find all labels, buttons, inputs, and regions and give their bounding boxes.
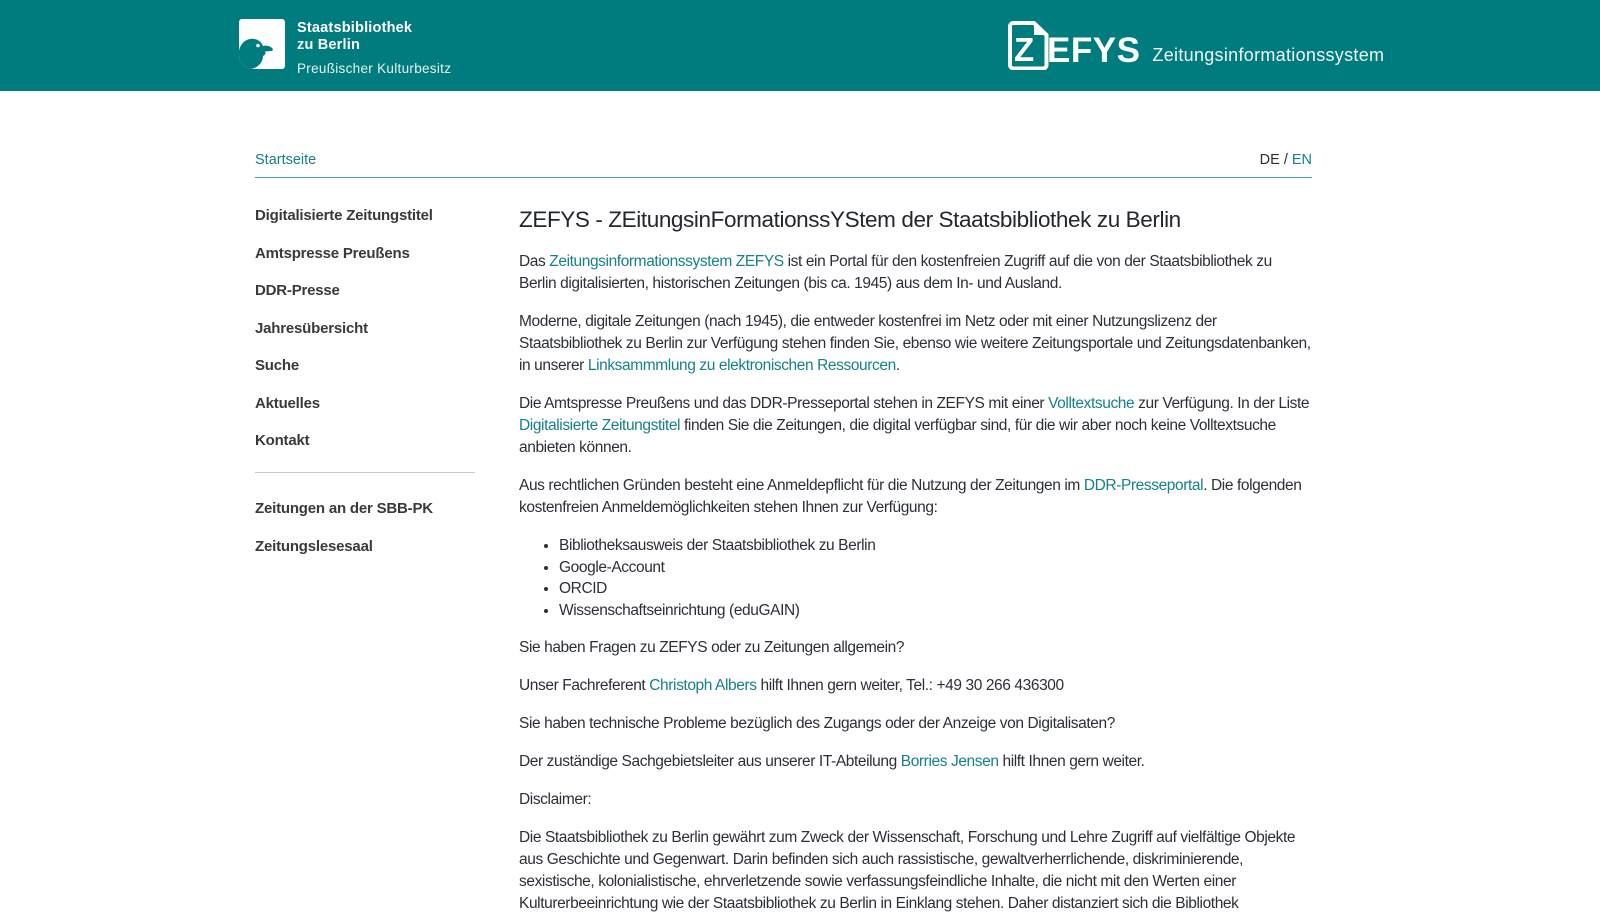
zefys-logo[interactable]	[1008, 21, 1384, 70]
content-columns	[255, 178, 1312, 915]
paragraph	[519, 675, 1312, 697]
sidebar-item-jahres-bersicht[interactable]: Jahresübersicht	[255, 319, 368, 337]
paragraph	[519, 827, 1312, 915]
text-link-ddr-presseportal[interactable]: DDR-Presseportal	[1083, 477, 1204, 494]
text-segment: Sie haben technische Probleme bezüglich des Zugangs oder der Anzeige von Digitalisaten?	[519, 715, 1115, 732]
text-link-linksammmlung-zu-elektronischen-ressourcen[interactable]: Linksammmlung zu elektronischen Ressourcen	[587, 357, 896, 374]
text-link-christoph-albers[interactable]: Christoph Albers	[649, 677, 757, 694]
sidebar-primary-list	[255, 207, 475, 449]
paragraph	[519, 311, 1312, 377]
text-link-volltextsuche[interactable]: Volltextsuche	[1048, 395, 1135, 412]
sbb-logo-text	[297, 19, 451, 77]
language-switcher	[1260, 152, 1312, 168]
sidebar-item-suche[interactable]: Suche	[255, 357, 300, 374]
list-item: • ORCID	[559, 578, 1312, 600]
main-content	[519, 178, 1312, 915]
text-segment: Sie haben Fragen zu ZEFYS oder zu Zeitungen allgemein?	[519, 639, 905, 656]
sbb-name-line1: Staatsbibliothek	[297, 20, 413, 36]
page-title: ZEFYS - ZEitungsinFormationssYStem der Staatsbibliothek zu Berlin	[519, 207, 1181, 232]
list-item: • Bibliotheksausweis der Staatsbibliothek zu Berlin	[559, 535, 1312, 557]
text-segment: Der zuständige Sachgebietsleiter aus unserer IT-Abteilung	[519, 753, 901, 770]
sidebar-item-ddr-presse[interactable]: DDR-Presse	[255, 282, 340, 299]
text-link-borries-jensen[interactable]: Borries Jensen	[900, 753, 999, 770]
paragraph	[519, 475, 1312, 519]
text-segment: Aus rechtlichen Gründen besteht eine Anmeldepflicht für die Nutzung der Zeitungen im	[519, 477, 1084, 494]
text-segment: Die Amtspresse Preußens und das DDR-Presseportal stehen in ZEFYS mit einer	[519, 395, 1049, 412]
breadcrumb-home-link[interactable]: Startseite	[255, 152, 317, 168]
breadcrumb	[255, 91, 1312, 178]
login-options-list	[519, 535, 1312, 621]
text-link-zeitungsinformationssystem-zefys[interactable]: Zeitungsinformationssystem ZEFYS	[549, 253, 784, 270]
sidebar-item-zeitungen-an-der-sbb-pk[interactable]: Zeitungen an der SBB-PK	[255, 500, 433, 517]
sidebar-secondary-list	[255, 500, 475, 555]
text-segment: ist ein Portal für den kostenfreien Zugriff auf die von der Staatsbibliothek zu Berlin digitalisierten, historischen Zeitungen (bis ca. 1945) aus dem In- und Ausland.	[519, 253, 1272, 292]
sidebar-item-zeitungslesesaal[interactable]: Zeitungslesesaal	[255, 537, 373, 555]
sbb-logo[interactable]	[239, 19, 451, 77]
paragraph	[519, 713, 1312, 735]
sidebar-divider	[255, 472, 475, 473]
paragraph	[519, 637, 1312, 659]
text-segment: Moderne, digitale Zeitungen (nach 1945), die entweder kostenfrei im Netz oder mit einer Nutzungslizenz der Staatsbibliothek zu Berlin zur Verfügung stehen finden Sie, ebenso wie weitere Zeitungsportale und Zeitungsdatenbanken, in unserer	[519, 313, 1311, 374]
sidebar-item-aktuelles[interactable]: Aktuelles	[255, 394, 320, 412]
sidebar-item-kontakt[interactable]: Kontakt	[255, 432, 310, 449]
language-en-link[interactable]: EN	[1291, 152, 1312, 168]
text-segment: . Die folgenden kostenfreien Anmeldemöglichkeiten stehen Ihnen zur Verfügung:	[519, 477, 1302, 516]
sbb-subtitle: Preußischer Kulturbesitz	[297, 61, 452, 76]
sidebar-item-amtspresse-preu-ens[interactable]: Amtspresse Preußens	[255, 244, 410, 262]
site-header	[0, 0, 1600, 91]
text-segment: hilft Ihnen gern weiter, Tel.: +49 30 266 436300	[756, 677, 1064, 694]
text-link-digitalisierte-zeitungstitel[interactable]: Digitalisierte Zeitungstitel	[519, 417, 681, 434]
paragraph	[519, 751, 1312, 773]
text-segment: .	[895, 357, 900, 374]
paragraph	[519, 393, 1312, 459]
text-segment: Die Staatsbibliothek zu Berlin gewährt zum Zweck der Wissenschaft, Forschung und Lehre Zugriff auf vielfältige Objekte aus Geschichte und Gegenwart. Darin befinden sich auch rassistische, gewaltverherrlichende, diskriminierende, sexistische, kolonialistische, ehrverletzende sowie verfassungsfeindliche Inhalte, die nicht mit den Werten einer Kulturerbeeinrichtung wie der Staatsbibliothek zu Berlin in Einklang stehen. Daher distanziert sich die Bibliothek	[519, 829, 1296, 912]
sidebar-item-digitalisierte-zeitungstitel[interactable]: Digitalisierte Zeitungstitel	[255, 207, 433, 224]
page-container	[255, 91, 1312, 915]
svg-text:Z: Z	[1014, 31, 1035, 68]
text-segment: finden Sie die Zeitungen, die digital verfügbar sind, für die wir aber noch keine Volltextsuche anbieten können.	[519, 417, 1276, 456]
zefys-wordmark: EFYS	[1047, 31, 1141, 70]
zefys-document-icon	[1008, 21, 1049, 70]
zefys-subtitle: Zeitungsinformationssystem	[1152, 45, 1385, 65]
sbb-name-line2: zu Berlin	[297, 37, 361, 53]
text-segment: zur Verfügung. In der Liste	[1134, 395, 1310, 412]
list-item: • Google-Account	[559, 557, 1312, 579]
language-separator: /	[1283, 152, 1288, 168]
text-segment: Disclaimer:	[519, 791, 592, 808]
sbb-eagle-icon	[239, 19, 285, 69]
paragraph	[519, 251, 1312, 295]
text-segment: hilft Ihnen gern weiter.	[998, 753, 1145, 770]
content-blocks	[519, 251, 1312, 915]
paragraph	[519, 789, 1312, 811]
text-segment: Das	[519, 253, 550, 270]
language-de-link[interactable]: DE	[1259, 152, 1280, 168]
sidebar-nav	[255, 178, 475, 575]
text-segment: Unser Fachreferent	[519, 677, 650, 694]
list-item: • Wissenschaftseinrichtung (eduGAIN)	[559, 600, 1312, 622]
